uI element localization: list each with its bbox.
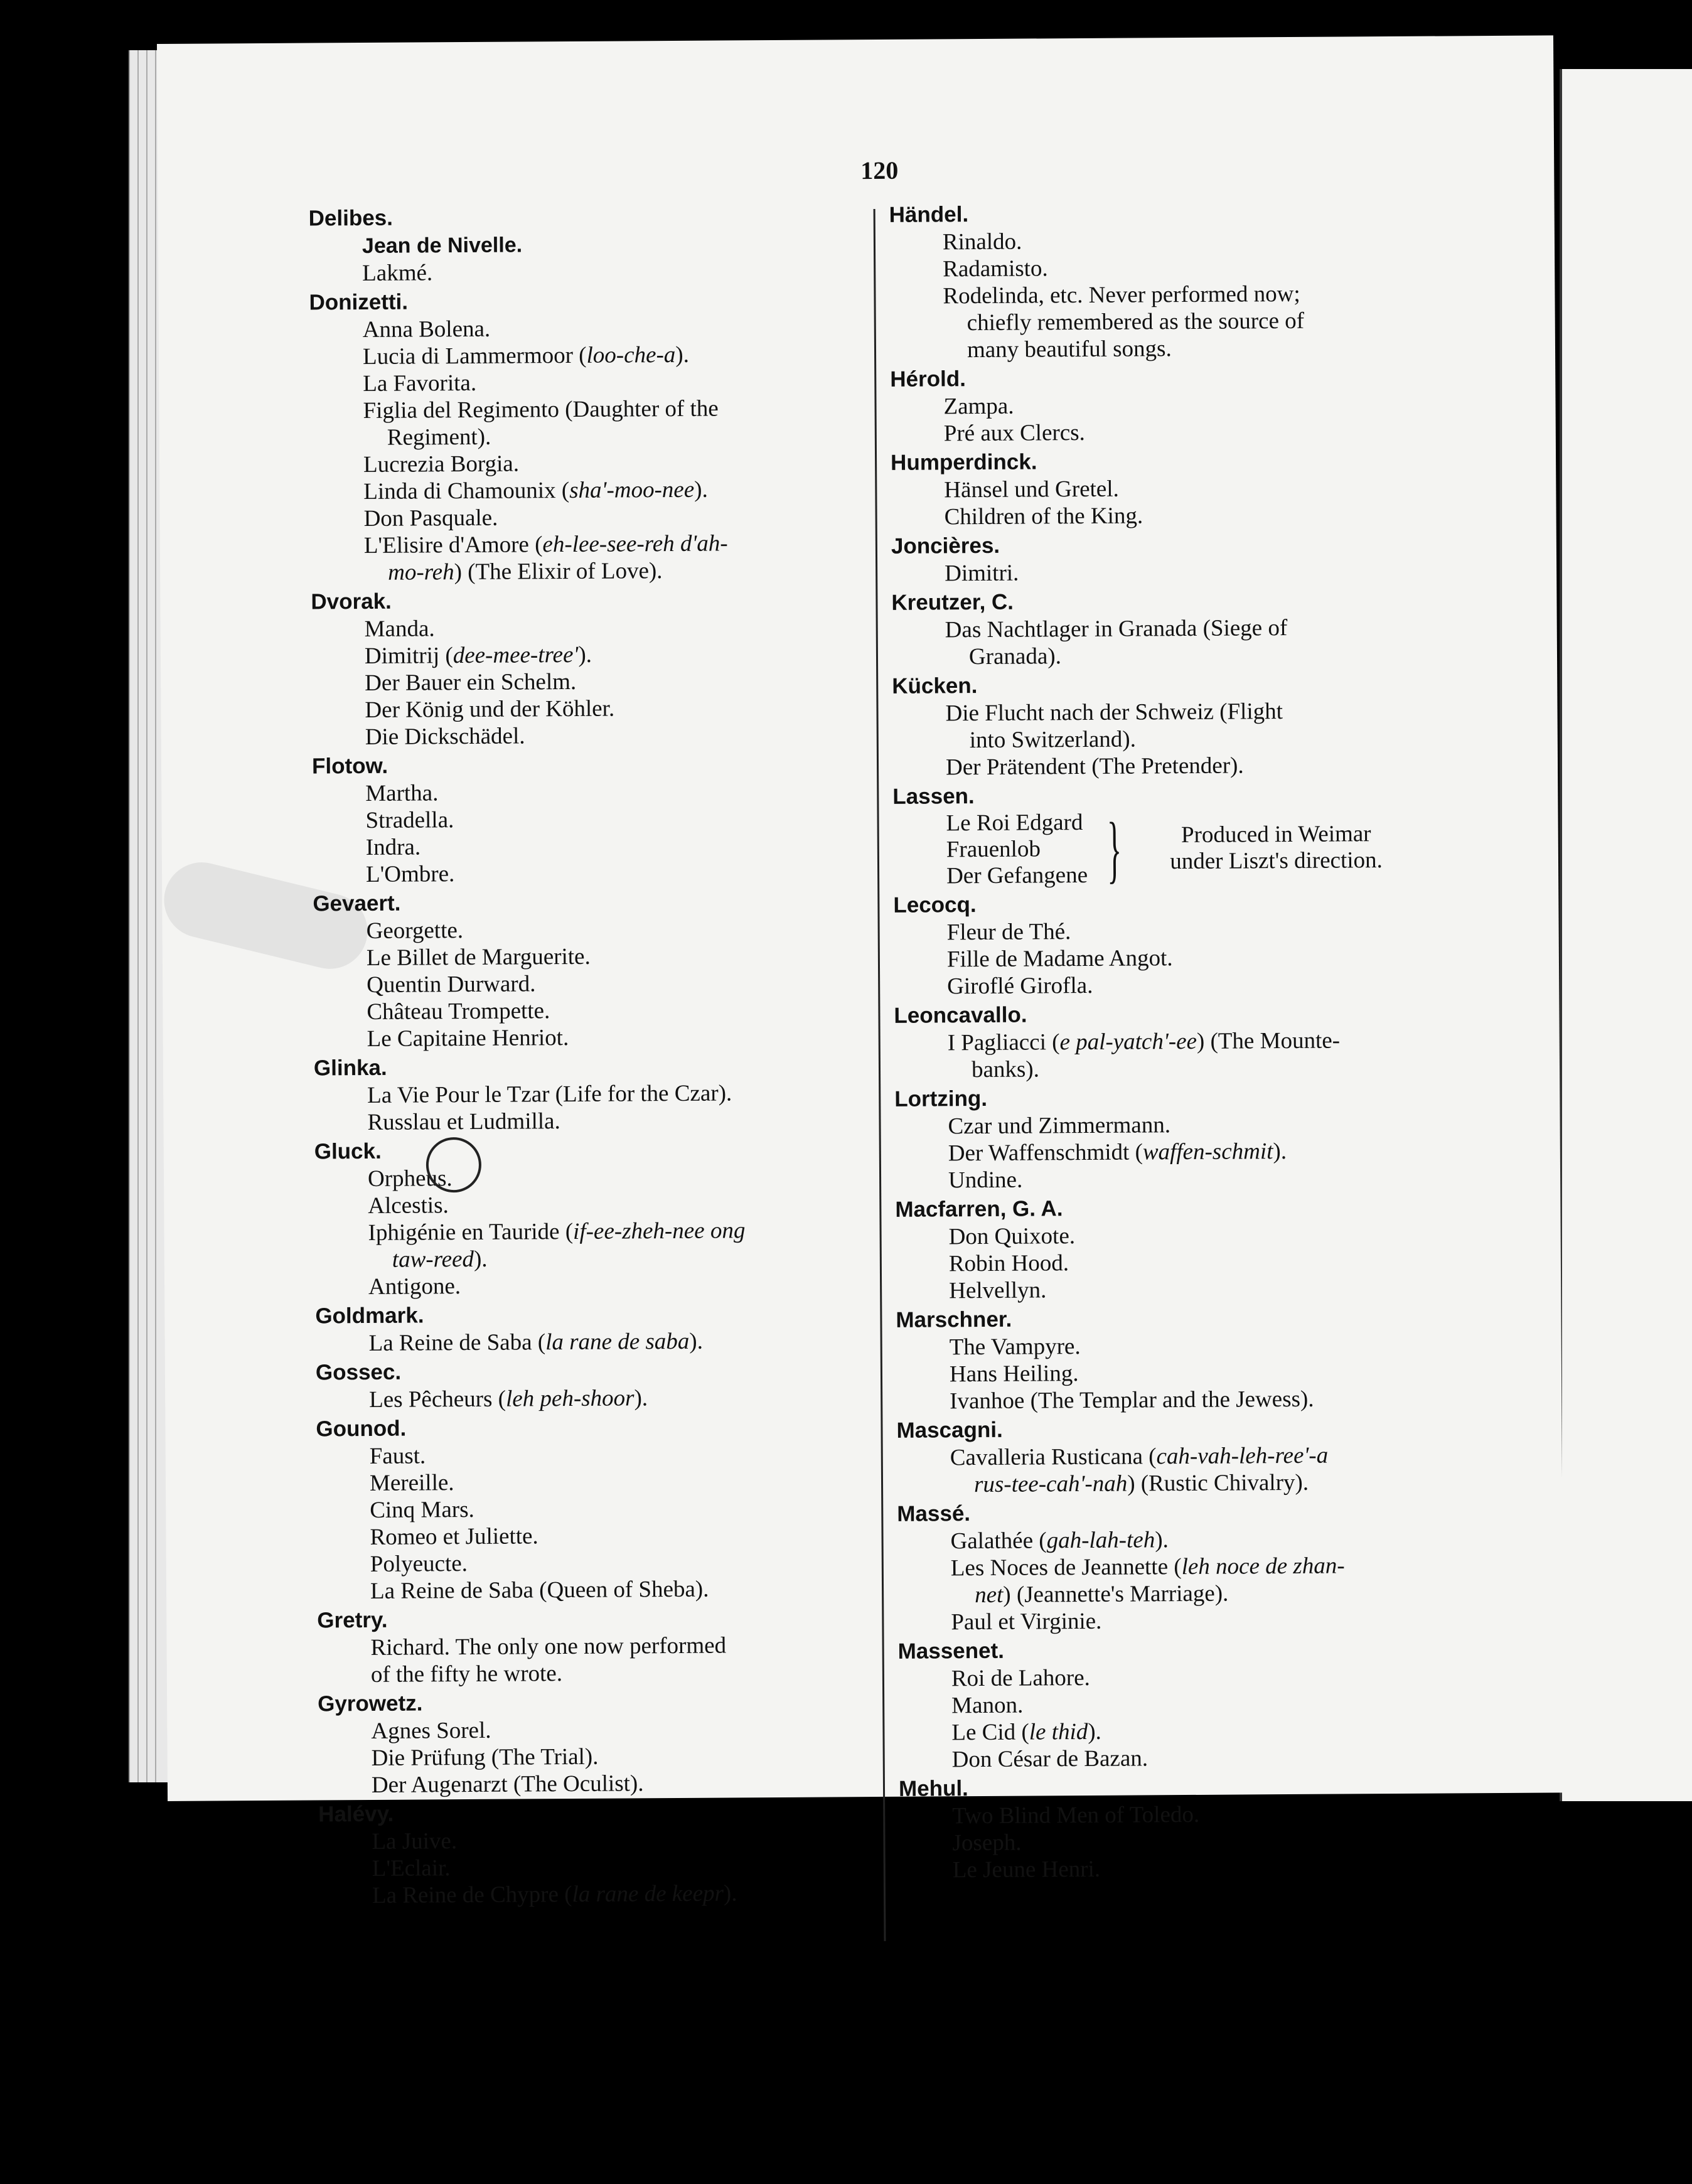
work-text: Paul et Virginie. xyxy=(951,1608,1102,1635)
work-text: Jean de Nivelle. xyxy=(361,233,523,259)
pronunciation: gah-lah-teh xyxy=(1046,1527,1155,1554)
pronunciation: rus-tee-cah'-nah xyxy=(973,1470,1128,1498)
opera-title xyxy=(319,1852,871,1882)
pronunciation: leh peh-shoor xyxy=(505,1385,634,1412)
work-text: La Reine de Saba (Queen of Sheba). xyxy=(370,1576,709,1604)
work-text-after: ). xyxy=(1273,1138,1287,1165)
composer-heading: Delibes. xyxy=(308,205,394,231)
page-number: 120 xyxy=(860,156,899,185)
work-text: Joseph. xyxy=(952,1829,1022,1856)
work-continuation: many beautiful songs. xyxy=(966,336,1172,363)
opera-title xyxy=(314,1216,867,1273)
work-continuation xyxy=(943,306,1442,336)
composer-heading: Lecocq. xyxy=(893,892,977,918)
work-text: Giroflé Girofla. xyxy=(947,972,1093,1000)
work-text: Richard. The only one now performed xyxy=(370,1632,727,1661)
opera-title xyxy=(309,313,862,343)
opera-title xyxy=(311,529,864,586)
opera-title xyxy=(894,916,1446,946)
work-text: Antigone. xyxy=(368,1273,461,1300)
opera-title xyxy=(312,720,864,751)
work-text: Anna Bolena. xyxy=(362,316,491,343)
opera-title xyxy=(315,1270,867,1300)
work-text-after: ) (The Mounte- xyxy=(1196,1027,1341,1054)
work-continuation xyxy=(368,1243,867,1273)
opera-title xyxy=(313,941,865,972)
work-text: banks). xyxy=(971,1056,1040,1083)
note-line: Produced in Weimar xyxy=(1181,821,1371,848)
work-text: Cavalleria Rusticana ( xyxy=(950,1443,1157,1471)
work-text: Der Bauer ein Schelm. xyxy=(365,668,577,696)
work-text: Galathée ( xyxy=(950,1528,1047,1555)
work-text: Cinq Mars. xyxy=(370,1496,474,1523)
work-text: Dimitrij ( xyxy=(364,643,453,669)
opera-title xyxy=(313,968,865,998)
work-continuation xyxy=(371,1658,870,1688)
work-text: Faust. xyxy=(369,1443,426,1469)
composer-heading: Goldmark. xyxy=(315,1303,424,1329)
opera-title xyxy=(892,697,1445,754)
work-text: Linda di Chamounix ( xyxy=(363,477,570,505)
opera-title xyxy=(892,751,1445,781)
work-text: Lucia di Lammermoor ( xyxy=(362,342,587,370)
work-text: Le Capitaine Henriot. xyxy=(367,1025,569,1052)
brace-note xyxy=(1141,821,1411,875)
work-text: Das Nachtlager in Granada (Siege of xyxy=(945,615,1288,643)
opera-title xyxy=(896,1330,1448,1361)
composer-heading: Lortzing. xyxy=(894,1086,988,1111)
opera-title xyxy=(895,1137,1447,1167)
work-text: Lakmé. xyxy=(362,260,433,287)
opera-title xyxy=(311,666,864,697)
work-text: Der Prätendent (The Pretender). xyxy=(945,752,1244,781)
work-text: Quentin Durward. xyxy=(367,971,536,998)
work-continuation xyxy=(945,640,1444,670)
opera-title xyxy=(899,1799,1451,1829)
work-text: Romeo et Juliette. xyxy=(370,1523,538,1550)
work-text-after: ). xyxy=(723,1880,737,1907)
brace-group xyxy=(892,807,1445,889)
work-continuation xyxy=(951,1578,1450,1609)
work-text: La Reine de Chypre ( xyxy=(372,1882,572,1908)
opera-title xyxy=(896,1274,1448,1304)
composer-heading: Gevaert. xyxy=(313,891,401,916)
pronunciation: la rane de saba xyxy=(545,1328,690,1356)
composer-heading: Macfarren, G. A. xyxy=(895,1196,1063,1222)
composer-heading: Gretry. xyxy=(317,1607,388,1633)
opera-title xyxy=(316,1467,869,1497)
work-text: Indra. xyxy=(365,834,421,860)
opera-title xyxy=(891,500,1443,530)
opera-title xyxy=(889,226,1442,256)
work-text: La Favorita. xyxy=(363,370,477,397)
opera-title xyxy=(314,1106,866,1136)
work-text: Pré aux Clercs. xyxy=(943,419,1085,447)
composer-heading: Marschner. xyxy=(896,1307,1012,1332)
opera-title xyxy=(310,475,862,505)
composer-heading: Händel. xyxy=(889,202,969,227)
opera-title xyxy=(890,390,1442,420)
work-text: Les Pêcheurs ( xyxy=(369,1386,506,1413)
pronunciation: mo-reh xyxy=(388,559,454,586)
opera-title xyxy=(897,1524,1449,1555)
work-text: L'Eclair. xyxy=(372,1855,451,1882)
opera-title xyxy=(313,858,865,888)
work-text: Lucrezia Borgia. xyxy=(363,451,520,478)
opera-title xyxy=(896,1357,1448,1388)
pronunciation: if-ee-zheh-nee ong xyxy=(572,1218,746,1245)
work-text: Roi de Lahore. xyxy=(951,1664,1090,1692)
pronunciation: waffen-schmit xyxy=(1142,1138,1273,1165)
work-text: Polyeucte. xyxy=(370,1551,468,1577)
opera-title xyxy=(894,943,1446,973)
composer-heading: Kreutzer, C. xyxy=(891,589,1014,615)
opera-title xyxy=(309,257,861,287)
work-text-after: ). xyxy=(634,1385,648,1411)
composer-heading: Lassen. xyxy=(892,784,975,809)
work-text-after: ) (The Elixir of Love). xyxy=(454,558,663,586)
work-text: La Vie Pour le Tzar (Life for the Czar). xyxy=(367,1080,732,1108)
opera-title xyxy=(317,1575,869,1605)
opera-title xyxy=(898,1689,1450,1719)
opera-title xyxy=(309,229,861,260)
work-text: chiefly remembered as the source of xyxy=(966,308,1305,336)
work-text: Le Jeune Henri. xyxy=(952,1856,1101,1883)
opera-title xyxy=(896,1384,1448,1415)
opera-title xyxy=(896,1220,1448,1250)
work-text: Mereille. xyxy=(369,1470,454,1496)
opera-title: Der Gefangene xyxy=(946,862,1088,889)
work-text: Robin Hood. xyxy=(948,1250,1069,1277)
opera-title xyxy=(310,448,862,478)
composer-heading: Gluck. xyxy=(314,1138,382,1164)
work-text: Don Pasquale. xyxy=(363,505,498,532)
work-text-after: ). xyxy=(1088,1718,1101,1745)
work-text: Czar und Zimmermann. xyxy=(948,1112,1171,1140)
work-text: Der König und der Köhler. xyxy=(365,695,615,723)
work-text-after: ) (Jeannette's Marriage). xyxy=(1003,1580,1229,1608)
work-text: Rinaldo. xyxy=(942,228,1022,255)
work-continuation xyxy=(948,1053,1447,1083)
work-text: Regiment). xyxy=(387,424,491,451)
opera-title xyxy=(894,1026,1447,1083)
opera-title xyxy=(317,1631,870,1688)
composer-heading: Donizetti. xyxy=(309,289,409,315)
opera-title xyxy=(892,613,1445,670)
work-text: Die Flucht nach der Schweiz (Flight xyxy=(945,699,1283,727)
opera-title: Le Roi Edgard xyxy=(946,810,1083,837)
work-text: Undine. xyxy=(948,1167,1023,1194)
pronunciation: taw-reed xyxy=(392,1246,474,1273)
opera-title xyxy=(899,1853,1452,1883)
work-text: Château Trompette. xyxy=(367,998,550,1025)
opera-title xyxy=(311,613,864,643)
opera-title xyxy=(896,1247,1448,1277)
left-column xyxy=(309,200,872,1909)
work-text: Ivanhoe (The Templar and the Jewess). xyxy=(950,1386,1314,1415)
pronunciation: leh noce de zhan- xyxy=(1181,1553,1345,1580)
opera-title xyxy=(314,1189,867,1219)
opera-title xyxy=(318,1769,870,1799)
work-text-after: ). xyxy=(1155,1527,1169,1553)
opera-title xyxy=(310,502,862,532)
work-text: L'Ombre. xyxy=(365,861,455,887)
opera-title xyxy=(894,1110,1447,1140)
opera-title xyxy=(899,1826,1451,1856)
work-text: Le Cid ( xyxy=(951,1719,1029,1746)
opera-title xyxy=(898,1662,1450,1692)
work-text: Two Blind Men of Toledo. xyxy=(952,1801,1200,1829)
opera-title xyxy=(318,1715,870,1745)
facing-page-edge xyxy=(1560,69,1692,1801)
composer-heading: Mascagni. xyxy=(896,1417,1003,1443)
work-text: Figlia del Regimento (Daughter of the xyxy=(363,395,719,424)
work-text: Manda. xyxy=(364,616,435,642)
opera-title xyxy=(311,693,864,724)
pronunciation: net xyxy=(974,1582,1004,1609)
work-text-after: ). xyxy=(578,641,592,668)
work-text: Alcestis. xyxy=(368,1192,449,1219)
opera-title xyxy=(313,914,865,945)
work-text: Der Augenarzt (The Oculist). xyxy=(371,1770,644,1798)
opera-title xyxy=(316,1383,868,1413)
work-text: La Reine de Saba ( xyxy=(368,1329,546,1356)
pronunciation: la rane de keepr xyxy=(572,1880,724,1908)
work-text: Don César de Bazan. xyxy=(951,1745,1149,1773)
work-text: Don Quixote. xyxy=(948,1223,1076,1250)
opera-title xyxy=(314,1079,866,1109)
composer-heading: Mehul. xyxy=(898,1776,968,1801)
work-text: Les Noces de Jeannette ( xyxy=(950,1554,1182,1582)
work-text: La Juive. xyxy=(372,1828,458,1855)
work-text-after: ). xyxy=(694,476,708,503)
work-text: Orpheus. xyxy=(367,1165,452,1192)
opera-title xyxy=(319,1879,871,1909)
pronunciation: dee-mee-tree' xyxy=(452,641,579,669)
opera-title xyxy=(316,1494,869,1524)
pronunciation: e pal-yatch'-ee xyxy=(1059,1028,1197,1056)
opera-title xyxy=(889,280,1442,364)
work-text: Hänsel und Gretel. xyxy=(944,476,1119,503)
opera-title xyxy=(316,1440,869,1470)
work-text-after: ). xyxy=(689,1328,704,1354)
work-text: The Vampyre. xyxy=(949,1334,1081,1361)
work-text: Russlau et Ludmilla. xyxy=(367,1108,560,1135)
work-text: Le Billet de Marguerite. xyxy=(366,943,591,971)
opera-title xyxy=(895,1164,1447,1194)
work-text: Radamisto. xyxy=(943,255,1048,282)
work-text: L'Elisire d'Amore ( xyxy=(363,532,543,559)
opera-title xyxy=(891,417,1443,447)
work-text: Die Dickschädel. xyxy=(365,723,525,750)
work-text: Georgette. xyxy=(366,918,464,944)
work-continuation xyxy=(364,556,863,586)
work-text: Helvellyn. xyxy=(949,1277,1047,1304)
opera-title xyxy=(891,473,1443,503)
opera-title xyxy=(311,640,864,670)
work-text: Zampa. xyxy=(943,393,1014,420)
work-text: Die Prüfung (The Trial). xyxy=(371,1743,599,1771)
composer-heading: Massenet. xyxy=(897,1638,1005,1664)
work-continuation xyxy=(950,1468,1449,1498)
opera-title xyxy=(314,1162,867,1192)
work-text: Iphigénie en Tauride ( xyxy=(368,1218,574,1246)
opera-title xyxy=(898,1716,1450,1746)
composer-heading: Gounod. xyxy=(316,1416,407,1442)
composer-heading: Hérold. xyxy=(890,367,966,392)
work-continuation xyxy=(363,421,862,451)
opera-title xyxy=(897,1605,1450,1635)
work-text: of the fifty he wrote. xyxy=(370,1661,563,1688)
opera-title xyxy=(899,1743,1451,1773)
work-text: I Pagliacci ( xyxy=(947,1029,1060,1056)
work-text: Fille de Madame Angot. xyxy=(946,945,1173,973)
right-column xyxy=(889,196,1452,1884)
work-text: Der Waffenschmidt ( xyxy=(948,1139,1143,1167)
work-text: Agnes Sorel. xyxy=(371,1717,491,1744)
work-text: Manon. xyxy=(951,1692,1024,1719)
opera-title xyxy=(318,1825,870,1855)
work-text: Granada). xyxy=(968,643,1062,670)
opera-title xyxy=(897,1441,1450,1498)
opera-title xyxy=(313,831,865,861)
pronunciation: le thid xyxy=(1029,1718,1088,1745)
brace-items xyxy=(946,810,1088,889)
composer-heading: Joncières. xyxy=(891,533,1000,559)
work-text: Stradella. xyxy=(365,807,454,833)
opera-title xyxy=(312,777,864,807)
opera-title xyxy=(312,804,864,834)
opera-title xyxy=(314,1022,866,1052)
work-text: Children of the King. xyxy=(944,503,1143,530)
book-page xyxy=(157,35,1564,1908)
pronunciation: cah-vah-leh-ree'-a xyxy=(1156,1442,1329,1470)
composer-heading: Dvorak. xyxy=(311,589,392,614)
opera-title xyxy=(316,1327,868,1357)
composer-heading: Humperdinck. xyxy=(890,449,1037,475)
opera-title xyxy=(309,340,862,370)
brace-symbol: } xyxy=(1106,806,1122,891)
composer-heading: Halévy. xyxy=(318,1801,394,1827)
work-text: Fleur de Thé. xyxy=(946,919,1071,946)
column-divider xyxy=(874,209,886,1941)
pen-circle-mark xyxy=(426,1137,482,1193)
pronunciation: eh-lee-see-reh d'ah- xyxy=(542,530,728,558)
opera-title xyxy=(313,995,865,1025)
opera-title xyxy=(309,394,862,451)
composer-heading: Flotow. xyxy=(311,753,388,779)
composer-heading: Gyrowetz. xyxy=(318,1691,423,1716)
opera-title: Frauenlob xyxy=(946,836,1041,863)
note-line: under Liszt's direction. xyxy=(1170,847,1383,875)
opera-title xyxy=(317,1548,869,1578)
composer-heading: Gossec. xyxy=(315,1359,402,1385)
opera-title xyxy=(897,1551,1450,1609)
opera-title xyxy=(318,1742,870,1772)
opera-title xyxy=(309,367,862,397)
composer-heading: Kücken. xyxy=(892,673,978,699)
work-text: Dimitri. xyxy=(945,560,1019,587)
work-text: Hans Heiling. xyxy=(949,1361,1079,1388)
composer-heading: Glinka. xyxy=(313,1055,387,1081)
work-text: Rodelinda, etc. Never performed now; xyxy=(943,281,1300,309)
opera-title xyxy=(894,970,1446,1000)
composer-heading: Massé. xyxy=(897,1501,971,1526)
work-text: Martha. xyxy=(365,780,439,806)
pronunciation: loo-che-a xyxy=(586,341,676,368)
work-text-after: ) (Rustic Chivalry). xyxy=(1127,1469,1309,1497)
work-text-after: ). xyxy=(675,341,690,368)
opera-title xyxy=(889,253,1442,283)
work-text: into Switzerland). xyxy=(969,726,1137,754)
composer-heading: Leoncavallo. xyxy=(894,1002,1027,1028)
opera-title xyxy=(891,557,1443,587)
opera-title xyxy=(316,1521,869,1551)
work-continuation xyxy=(946,724,1445,754)
pronunciation: sha'-moo-nee xyxy=(569,476,695,503)
work-text-after: ). xyxy=(473,1246,488,1272)
